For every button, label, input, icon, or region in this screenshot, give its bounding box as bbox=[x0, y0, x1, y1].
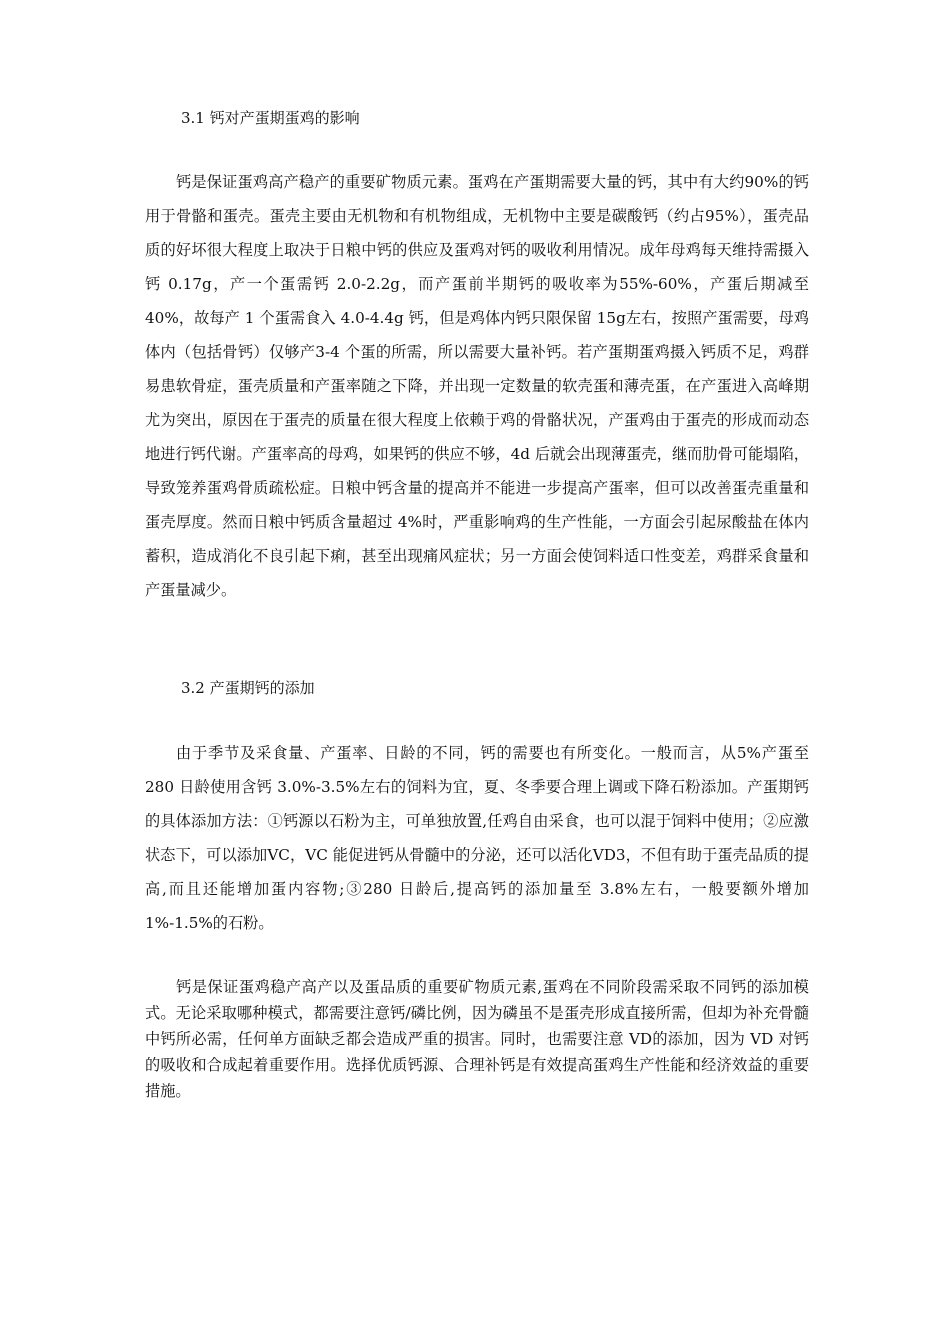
section-heading-3-2: 3.2 产蛋期钙的添加 bbox=[181, 679, 315, 697]
section-heading-3-1: 3.1 钙对产蛋期蛋鸡的影响 bbox=[181, 109, 360, 127]
conclusion-paragraph: 钙是保证蛋鸡稳产高产以及蛋品质的重要矿物质元素,蛋鸡在不同阶段需采取不同钙的添加模式。无论采取哪种模式，都需要注意钙/磷比例，因为磷虽不是蛋壳形成直接所需，但却为补充骨髓中钙所必需，任何单方面缺乏都会造成严重的损害。同时，也需要注意 VD的添加，因为 VD 对钙的吸收和合成起着重要作用。选择优质钙源、合理补钙是有效提高蛋鸡生产性能和经济效益的重要措施。 bbox=[145, 978, 809, 1100]
section-paragraph-3-1: 钙是保证蛋鸡高产稳产的重要矿物质元素。蛋鸡在产蛋期需要大量的钙，其中有大约90%的钙用于骨骼和蛋壳。蛋壳主要由无机物和有机物组成，无机物中主要是碳酸钙（约占95%），蛋壳品质的好坏很大程度上取决于日粮中钙的供应及蛋鸡对钙的吸收利用情况。成年母鸡每天维持需摄入钙 0.17g，产一个蛋需钙 2.0-2.2g，而产蛋前半期钙的吸收率为55%-60%，产蛋后期减至 40%，故每产 1 个蛋需食入 4.0-4.4g 钙，但是鸡体内钙只限保留 15g左右，按照产蛋需要，母鸡体内（包括骨钙）仅够产3-4 个蛋的所需，所以需要大量补钙。若产蛋期蛋鸡摄入钙质不足，鸡群易患软骨症，蛋壳质量和产蛋率随之下降，并出现一定数量的软壳蛋和薄壳蛋，在产蛋进入高峰期尤为突出，原因在于蛋壳的质量在很大程度上依赖于鸡的骨骼状况，产蛋鸡由于蛋壳的形成而动态地进行钙代谢。产蛋率高的母鸡，如果钙的供应不够，4d 后就会出现薄蛋壳，继而肋骨可能塌陷，导致笼养蛋鸡骨质疏松症。日粮中钙含量的提高并不能进一步提高产蛋率，但可以改善蛋壳重量和蛋壳厚度。然而日粮中钙质含量超过 4%时，严重影响鸡的生产性能，一方面会引起尿酸盐在体内蓄积，造成消化不良引起下痢，甚至出现痛风症状；另一方面会使饲料适口性变差，鸡群采食量和产蛋量减少。 bbox=[145, 173, 809, 599]
section-paragraph-3-2: 由于季节及采食量、产蛋率、日龄的不同，钙的需要也有所变化。一般而言，从5%产蛋至 280 日龄使用含钙 3.0%-3.5%左右的饲料为宜，夏、冬季要合理上调或下降石粉添加。产蛋期钙的具体添加方法：①钙源以石粉为主，可单独放置,任鸡自由采食，也可以混于饲料中使用；②应激状态下，可以添加VC，VC 能促进钙从骨髓中的分泌，还可以活化VD3，不但有助于蛋壳品质的提高,而且还能增加蛋内容物;③280 日龄后,提高钙的添加量至 3.8%左右，一般要额外增加 1%-1.5%的石粉。 bbox=[145, 744, 809, 932]
